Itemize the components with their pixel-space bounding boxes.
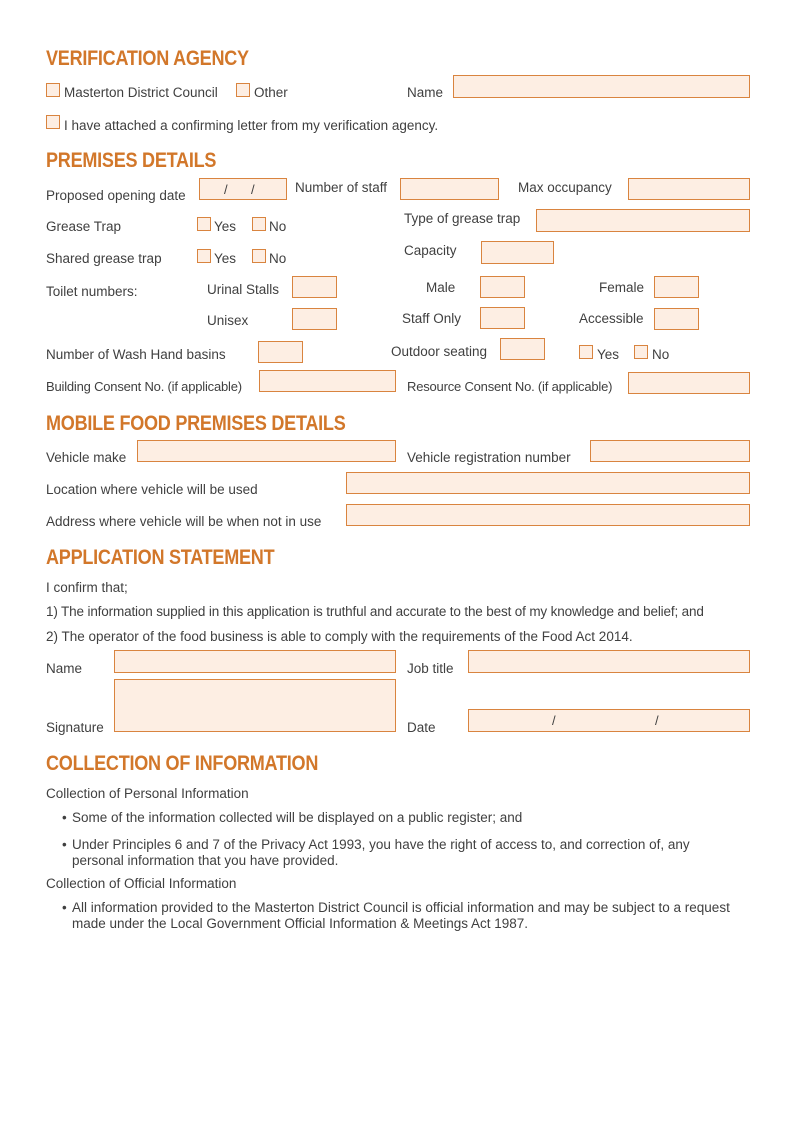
agency-name-label: Name xyxy=(407,85,444,100)
list-item: • All information provided to the Masterton District Council is official information and may be subject to a request made under the Local Government Official Information & Meetings Act 1987. xyxy=(62,900,730,931)
wash-basins-label: Number of Wash Hand basins xyxy=(46,347,226,362)
outdoor-seating-yes-label: Yes xyxy=(597,347,620,362)
opening-date-label: Proposed opening date xyxy=(46,188,186,203)
outdoor-seating-no-checkbox[interactable] xyxy=(634,345,648,359)
address-field[interactable] xyxy=(346,504,750,526)
accessible-field[interactable] xyxy=(654,308,699,330)
grease-trap-no-label: No xyxy=(269,219,287,234)
date-field[interactable] xyxy=(468,709,750,732)
capacity-label: Capacity xyxy=(404,243,457,258)
staff-field[interactable] xyxy=(400,178,499,200)
opening-date-field[interactable] xyxy=(199,178,287,200)
list-item: • Some of the information collected will be displayed on a public register; and xyxy=(62,810,523,825)
unisex-label: Unisex xyxy=(207,313,249,328)
confirming-letter-checkbox[interactable] xyxy=(46,115,60,129)
date-separator: / xyxy=(655,713,659,728)
outdoor-seating-no-label: No xyxy=(652,347,670,362)
confirming-letter-label: I have attached a confirming letter from my verification agency. xyxy=(64,118,439,133)
grease-type-label: Type of grease trap xyxy=(404,211,521,226)
other-label: Other xyxy=(254,85,288,100)
date-separator: / xyxy=(224,182,228,197)
shared-grease-label: Shared grease trap xyxy=(46,251,162,266)
grease-type-field[interactable] xyxy=(536,209,750,232)
vehicle-reg-label: Vehicle registration number xyxy=(407,450,571,465)
list-item: • Under Principles 6 and 7 of the Privacy Act 1993, you have the right of access to, and correction of, any personal information that you have provided. xyxy=(62,837,690,868)
male-label: Male xyxy=(426,280,456,295)
shared-grease-yes-label: Yes xyxy=(214,251,237,266)
shared-grease-yes-checkbox[interactable] xyxy=(197,249,211,263)
date-label: Date xyxy=(407,720,436,735)
shared-grease-no-checkbox[interactable] xyxy=(252,249,266,263)
section-heading-verification: VERIFICATION AGENCY xyxy=(46,47,249,70)
vehicle-reg-field[interactable] xyxy=(590,440,750,462)
location-field[interactable] xyxy=(346,472,750,494)
date-separator: / xyxy=(251,182,255,197)
max-occupancy-label: Max occupancy xyxy=(518,180,612,195)
vehicle-make-label: Vehicle make xyxy=(46,450,127,465)
personal-info-list xyxy=(62,810,742,869)
shared-grease-no-label: No xyxy=(269,251,287,266)
address-label: Address where vehicle will be when not in use xyxy=(46,514,322,529)
date-separator: / xyxy=(552,713,556,728)
official-info-heading: Collection of Official Information xyxy=(46,876,237,891)
staff-only-field[interactable] xyxy=(480,307,525,329)
building-consent-label: Building Consent No. (if applicable) xyxy=(46,379,242,394)
applicant-name-field[interactable] xyxy=(114,650,396,673)
female-label: Female xyxy=(599,280,645,295)
outdoor-seating-label: Outdoor seating xyxy=(391,344,488,359)
statement-item-1: 1) The information supplied in this application is truthful and accurate to the best of my knowledge and belief; and xyxy=(46,604,704,619)
grease-trap-yes-label: Yes xyxy=(214,219,237,234)
section-heading-collection: COLLECTION OF INFORMATION xyxy=(46,752,319,775)
statement-item-2: 2) The operator of the food business is able to comply with the requirements of the Food Act 2014. xyxy=(46,629,633,644)
unisex-field[interactable] xyxy=(292,308,337,330)
resource-consent-label: Resource Consent No. (if applicable) xyxy=(407,379,613,394)
signature-field[interactable] xyxy=(114,679,396,732)
list-item-text: Some of the information collected will be displayed on a public register; and xyxy=(72,810,523,825)
council-checkbox[interactable] xyxy=(46,83,60,97)
capacity-field[interactable] xyxy=(481,241,554,264)
staff-only-label: Staff Only xyxy=(402,311,462,326)
list-item-text: All information provided to the Masterton District Council is official information and may be subject to a request made under the Local Government Official Information & Meetings Act 1987. xyxy=(72,900,730,931)
urinal-stalls-label: Urinal Stalls xyxy=(207,282,280,297)
job-title-label: Job title xyxy=(407,661,454,676)
staff-label: Number of staff xyxy=(295,180,388,195)
grease-trap-label: Grease Trap xyxy=(46,219,122,234)
signature-label: Signature xyxy=(46,720,104,735)
accessible-label: Accessible xyxy=(579,311,644,326)
section-heading-statement: APPLICATION STATEMENT xyxy=(46,546,275,569)
list-item-text: Under Principles 6 and 7 of the Privacy Act 1993, you have the right of access to, and correction of, any personal information that you have provided. xyxy=(72,837,690,868)
grease-trap-yes-checkbox[interactable] xyxy=(197,217,211,231)
max-occupancy-field[interactable] xyxy=(628,178,750,200)
urinal-stalls-field[interactable] xyxy=(292,276,337,298)
outdoor-seating-field[interactable] xyxy=(500,338,545,360)
outdoor-seating-yes-checkbox[interactable] xyxy=(579,345,593,359)
section-heading-premises: PREMISES DETAILS xyxy=(46,149,217,172)
resource-consent-field[interactable] xyxy=(628,372,750,394)
building-consent-field[interactable] xyxy=(259,370,396,392)
location-label: Location where vehicle will be used xyxy=(46,482,258,497)
wash-basins-field[interactable] xyxy=(258,341,303,363)
personal-info-heading: Collection of Personal Information xyxy=(46,786,249,801)
agency-name-field[interactable] xyxy=(453,75,750,98)
confirm-text: I confirm that; xyxy=(46,580,128,595)
vehicle-make-field[interactable] xyxy=(137,440,396,462)
other-checkbox[interactable] xyxy=(236,83,250,97)
applicant-name-label: Name xyxy=(46,661,83,676)
toilet-numbers-label: Toilet numbers: xyxy=(46,284,138,299)
official-info-list xyxy=(62,900,742,932)
male-field[interactable] xyxy=(480,276,525,298)
council-label: Masterton District Council xyxy=(64,85,218,100)
grease-trap-no-checkbox[interactable] xyxy=(252,217,266,231)
job-title-field[interactable] xyxy=(468,650,750,673)
section-heading-mobile: MOBILE FOOD PREMISES DETAILS xyxy=(46,412,346,435)
female-field[interactable] xyxy=(654,276,699,298)
